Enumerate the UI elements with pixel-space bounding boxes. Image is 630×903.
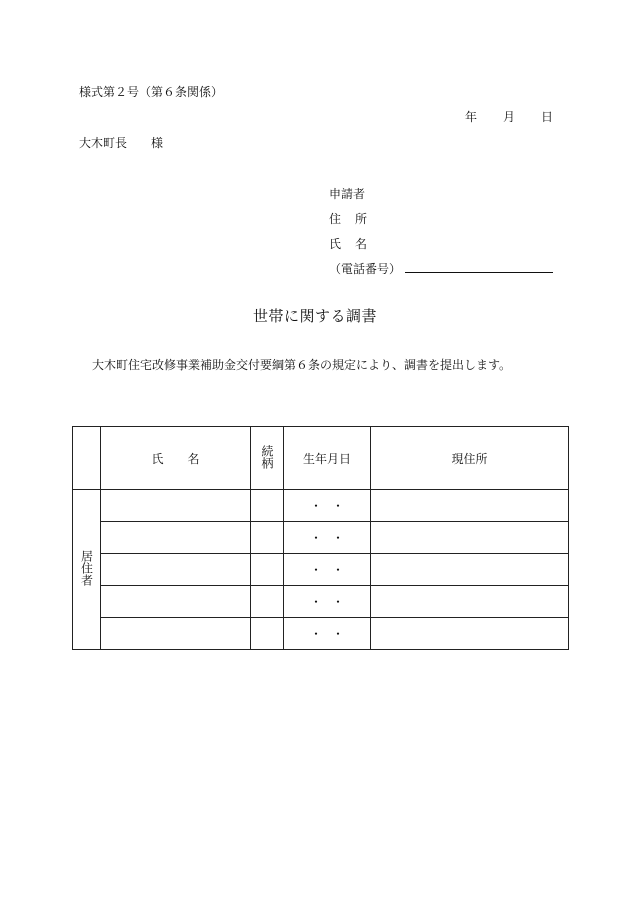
- resident-address-cell[interactable]: [371, 490, 569, 522]
- applicant-phone-row: [329, 257, 553, 282]
- addressee-honorific: 様: [151, 136, 164, 150]
- residents-table: [72, 426, 569, 650]
- resident-name-cell[interactable]: [101, 554, 251, 586]
- resident-birthdate-cell[interactable]: ・ ・: [284, 522, 371, 554]
- date-year-label: 年: [465, 110, 478, 124]
- table-row: [73, 554, 569, 586]
- date-day-label: 日: [541, 110, 554, 124]
- resident-birthdate-cell[interactable]: ・ ・: [284, 618, 371, 650]
- resident-birthdate-cell[interactable]: ・ ・: [284, 554, 371, 586]
- resident-relationship-cell[interactable]: [251, 522, 284, 554]
- resident-relationship-cell[interactable]: [251, 554, 284, 586]
- date-line: [465, 108, 553, 125]
- resident-address-cell[interactable]: [371, 586, 569, 618]
- table-row: [73, 586, 569, 618]
- header-current-address: 現住所: [371, 427, 569, 490]
- header-birthdate: 生年月日: [284, 427, 371, 490]
- resident-relationship-cell[interactable]: [251, 618, 284, 650]
- resident-name-cell[interactable]: [101, 490, 251, 522]
- resident-relationship-cell[interactable]: [251, 490, 284, 522]
- applicant-phone-label: （電話番号）: [329, 262, 402, 276]
- table-row: [73, 490, 569, 522]
- document-title: 世帯に関する調書: [252, 307, 377, 325]
- resident-group-label: 居住者: [79, 550, 94, 586]
- header-relationship: 続柄: [251, 427, 284, 490]
- applicant-block: [329, 182, 553, 282]
- date-month-label: 月: [503, 110, 516, 124]
- table-row: [73, 522, 569, 554]
- table-header-row: [73, 427, 569, 490]
- header-name: 氏 名: [101, 427, 251, 490]
- applicant-address-label: 住 所: [329, 212, 368, 226]
- resident-birthdate-cell[interactable]: ・ ・: [284, 586, 371, 618]
- applicant-heading: 申請者: [329, 187, 366, 201]
- header-corner-cell: [73, 427, 101, 490]
- resident-name-cell[interactable]: [101, 522, 251, 554]
- addressee-name: 大木町長: [79, 136, 128, 150]
- addressee: [79, 134, 163, 151]
- resident-group-label-cell: [73, 490, 101, 650]
- body-text: 大木町住宅改修事業補助金交付要綱第６条の規定により、調書を提出します。: [92, 358, 512, 372]
- resident-relationship-cell[interactable]: [251, 586, 284, 618]
- resident-address-cell[interactable]: [371, 554, 569, 586]
- resident-address-cell[interactable]: [371, 618, 569, 650]
- resident-name-cell[interactable]: [101, 618, 251, 650]
- table-row: [73, 618, 569, 650]
- resident-name-cell[interactable]: [101, 586, 251, 618]
- resident-address-cell[interactable]: [371, 522, 569, 554]
- resident-birthdate-cell[interactable]: ・ ・: [284, 490, 371, 522]
- applicant-name-label: 氏 名: [329, 237, 368, 251]
- form-number: 様式第２号（第６条関係）: [79, 85, 224, 99]
- phone-number-field[interactable]: [405, 257, 553, 273]
